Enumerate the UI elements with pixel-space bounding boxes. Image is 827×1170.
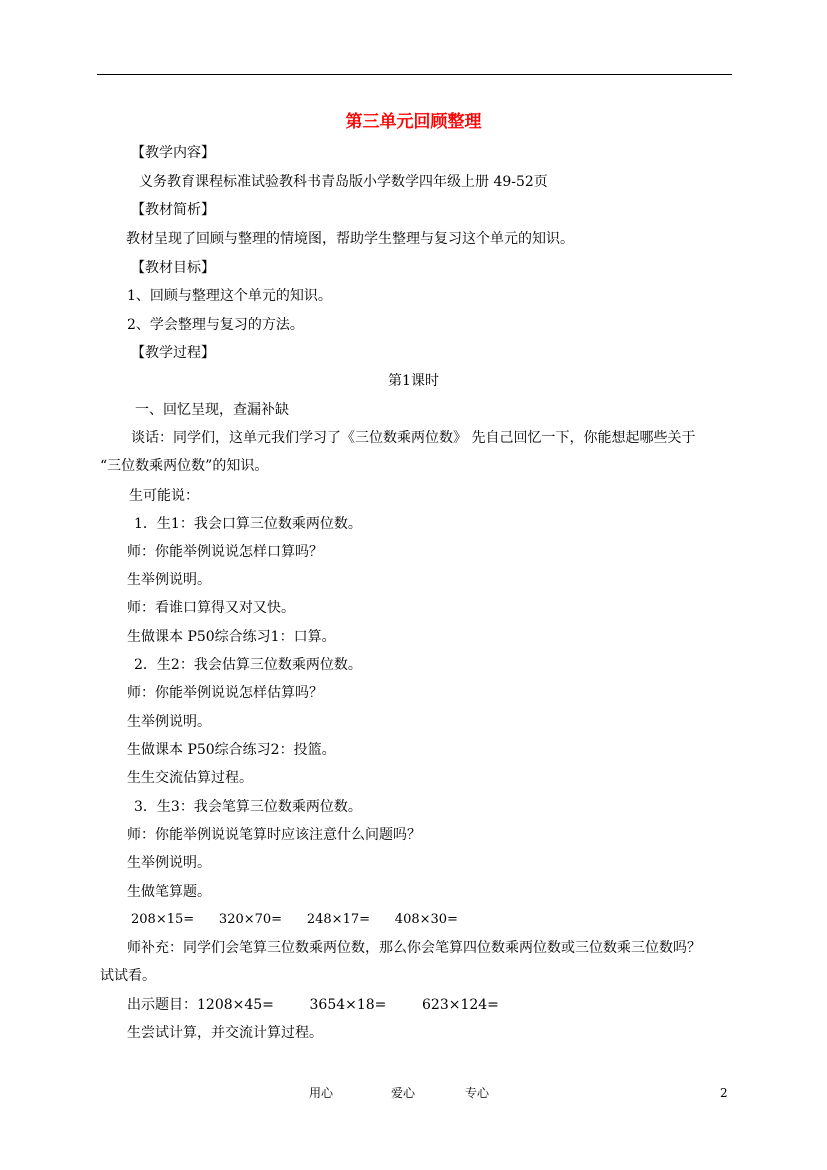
paragraph: “三位数乘两位数”的知识。	[100, 458, 269, 474]
list-item: 1、回顾与整理这个单元的知识。	[127, 288, 332, 304]
paragraph: 生举例说明。	[127, 572, 211, 588]
lesson-heading: 第1课时	[388, 373, 439, 389]
footer-item: 专心	[465, 1086, 490, 1100]
equation-line: 208×15= 320×70= 248×17= 408×30=	[131, 912, 458, 927]
equation-line: 出示题目：1208×45= 3654×18= 623×124=	[127, 997, 499, 1013]
header-rule	[97, 74, 732, 75]
list-item: 2、学会整理与复习的方法。	[127, 317, 304, 333]
paragraph: 2．生2：我会估算三位数乘两位数。	[134, 657, 362, 673]
paragraph: 生举例说明。	[127, 714, 211, 730]
paragraph: 师：你能举例说说怎样口算吗？	[127, 544, 323, 560]
paragraph: 义务教育课程标准试验教科书青岛版小学数学四年级上册 49-52页	[139, 174, 548, 190]
section-heading-process: 【教学过程】	[131, 345, 215, 361]
section-heading-analysis: 【教材简析】	[131, 202, 215, 218]
page-title: 第三单元回顾整理	[345, 112, 482, 132]
section-heading-goals: 【教材目标】	[131, 260, 215, 276]
paragraph: 师：你能举例说说怎样估算吗？	[127, 685, 323, 701]
paragraph: 1．生1：我会口算三位数乘两位数。	[134, 516, 362, 532]
subsection-heading: 一、回忆呈现，查漏补缺	[135, 402, 289, 418]
paragraph: 谈话：同学们，这单元我们学习了《三位数乘两位数》 先自己回忆一下，你能想起哪些关于	[131, 430, 696, 446]
paragraph: 生举例说明。	[127, 855, 211, 871]
paragraph: 教材呈现了回顾与整理的情境图，帮助学生整理与复习这个单元的知识。	[126, 231, 574, 247]
paragraph: 3．生3：我会笔算三位数乘两位数。	[134, 799, 362, 815]
paragraph: 生做课本 P50综合练习1：口算。	[127, 629, 336, 645]
paragraph: 生生交流估算过程。	[127, 770, 253, 786]
footer-item: 爱心	[391, 1086, 416, 1100]
paragraph: 生做课本 P50综合练习2：投篮。	[127, 742, 336, 758]
paragraph: 生做笔算题。	[127, 884, 211, 900]
section-heading-content: 【教学内容】	[131, 145, 215, 161]
paragraph: 师：你能举例说说笔算时应该注意什么问题吗？	[127, 827, 421, 843]
footer-item: 用心	[309, 1086, 334, 1100]
paragraph: 生尝试计算，并交流计算过程。	[127, 1025, 323, 1041]
paragraph: 试试看。	[100, 968, 156, 984]
paragraph: 师补充：同学们会笔算三位数乘两位数，那么你会笔算四位数乘两位数或三位数乘三位数吗？	[127, 940, 701, 956]
page-number: 2	[720, 1086, 728, 1100]
paragraph: 师：看谁口算得又对又快。	[127, 600, 295, 616]
paragraph: 生可能说：	[129, 488, 199, 504]
